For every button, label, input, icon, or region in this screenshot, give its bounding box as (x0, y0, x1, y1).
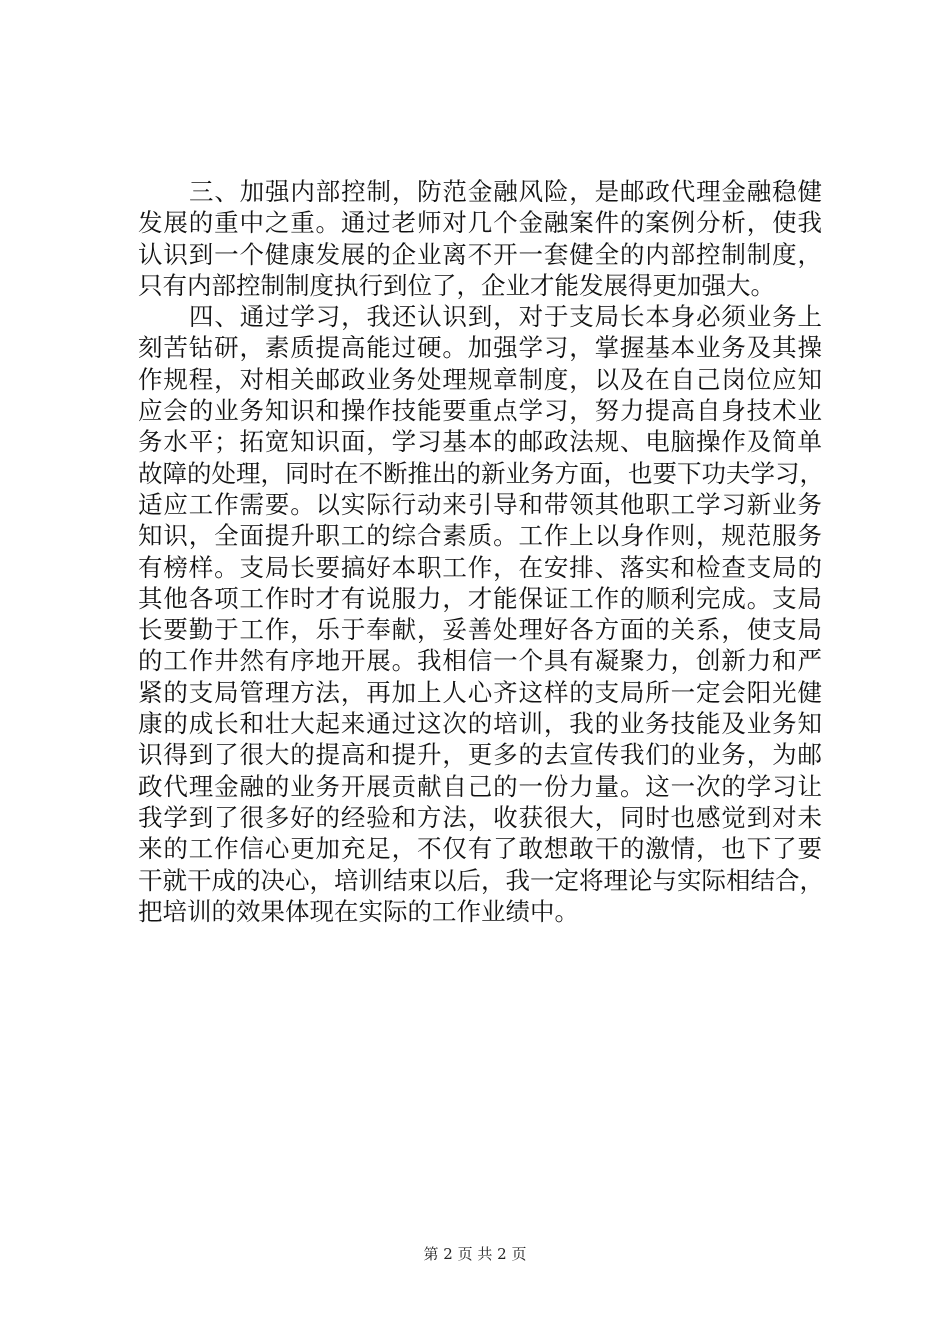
text-line: 应会的业务知识和操作技能要重点学习，努力提高自身技术业 (138, 396, 822, 426)
text-line: 刻苦钻研，素质提高能过硬。加强学习，掌握基本业务及其操 (138, 333, 822, 363)
text-line: 紧的支局管理方法，再加上人心齐这样的支局所一定会阳光健 (138, 677, 822, 707)
text-line: 政代理金融的业务开展贡献自己的一份力量。这一次的学习让 (138, 771, 822, 801)
text-line: 知识，全面提升职工的综合素质。工作上以身作则，规范服务 (138, 521, 822, 551)
text-line: 三、加强内部控制，防范金融风险，是邮政代理金融稳健 (189, 177, 822, 206)
text-line: 我学到了很多好的经验和方法，收获很大，同时也感觉到对未 (138, 802, 822, 832)
text-line: 务水平；拓宽知识面，学习基本的邮政法规、电脑操作及简单 (138, 427, 822, 457)
text-line: 只有内部控制制度执行到位了，企业才能发展得更加强大。 (138, 270, 775, 300)
text-line: 认识到一个健康发展的企业离不开一套健全的内部控制制度， (138, 239, 822, 269)
text-line: 其他各项工作时才有说服力，才能保证工作的顺利完成。支局 (138, 583, 822, 613)
page-number-footer: 第 2 页 共 2 页 (423, 1245, 527, 1263)
text-line: 故障的处理，同时在不断推出的新业务方面，也要下功夫学习， (138, 458, 824, 488)
text-line: 适应工作需要。以实际行动来引导和带领其他职工学习新业务 (138, 489, 822, 519)
text-line: 四、通过学习，我还认识到，对于支局长本身必须业务上 (189, 302, 822, 332)
text-line: 长要勤于工作，乐于奉献，妥善处理好各方面的关系，使支局 (138, 615, 822, 645)
text-line: 作规程，对相关邮政业务处理规章制度，以及在自己岗位应知 (138, 364, 822, 394)
document-body (138, 176, 822, 927)
text-line: 发展的重中之重。通过老师对几个金融案件的案例分析，使我 (138, 208, 822, 238)
text-line: 的工作井然有序地开展。我相信一个具有凝聚力，创新力和严 (138, 646, 822, 676)
text-line: 干就干成的决心，培训结束以后，我一定将理论与实际相结合， (138, 865, 824, 895)
text-line: 把培训的效果体现在实际的工作业绩中。 (138, 896, 579, 926)
text-line: 识得到了很大的提高和提升，更多的去宣传我们的业务，为邮 (138, 740, 822, 770)
text-line: 有榜样。支局长要搞好本职工作，在安排、落实和检查支局的 (138, 552, 822, 582)
text-line: 康的成长和壮大起来通过这次的培训，我的业务技能及业务知 (138, 709, 822, 739)
text-line: 来的工作信心更加充足，不仅有了敢想敢干的激情，也下了要 (138, 834, 822, 864)
